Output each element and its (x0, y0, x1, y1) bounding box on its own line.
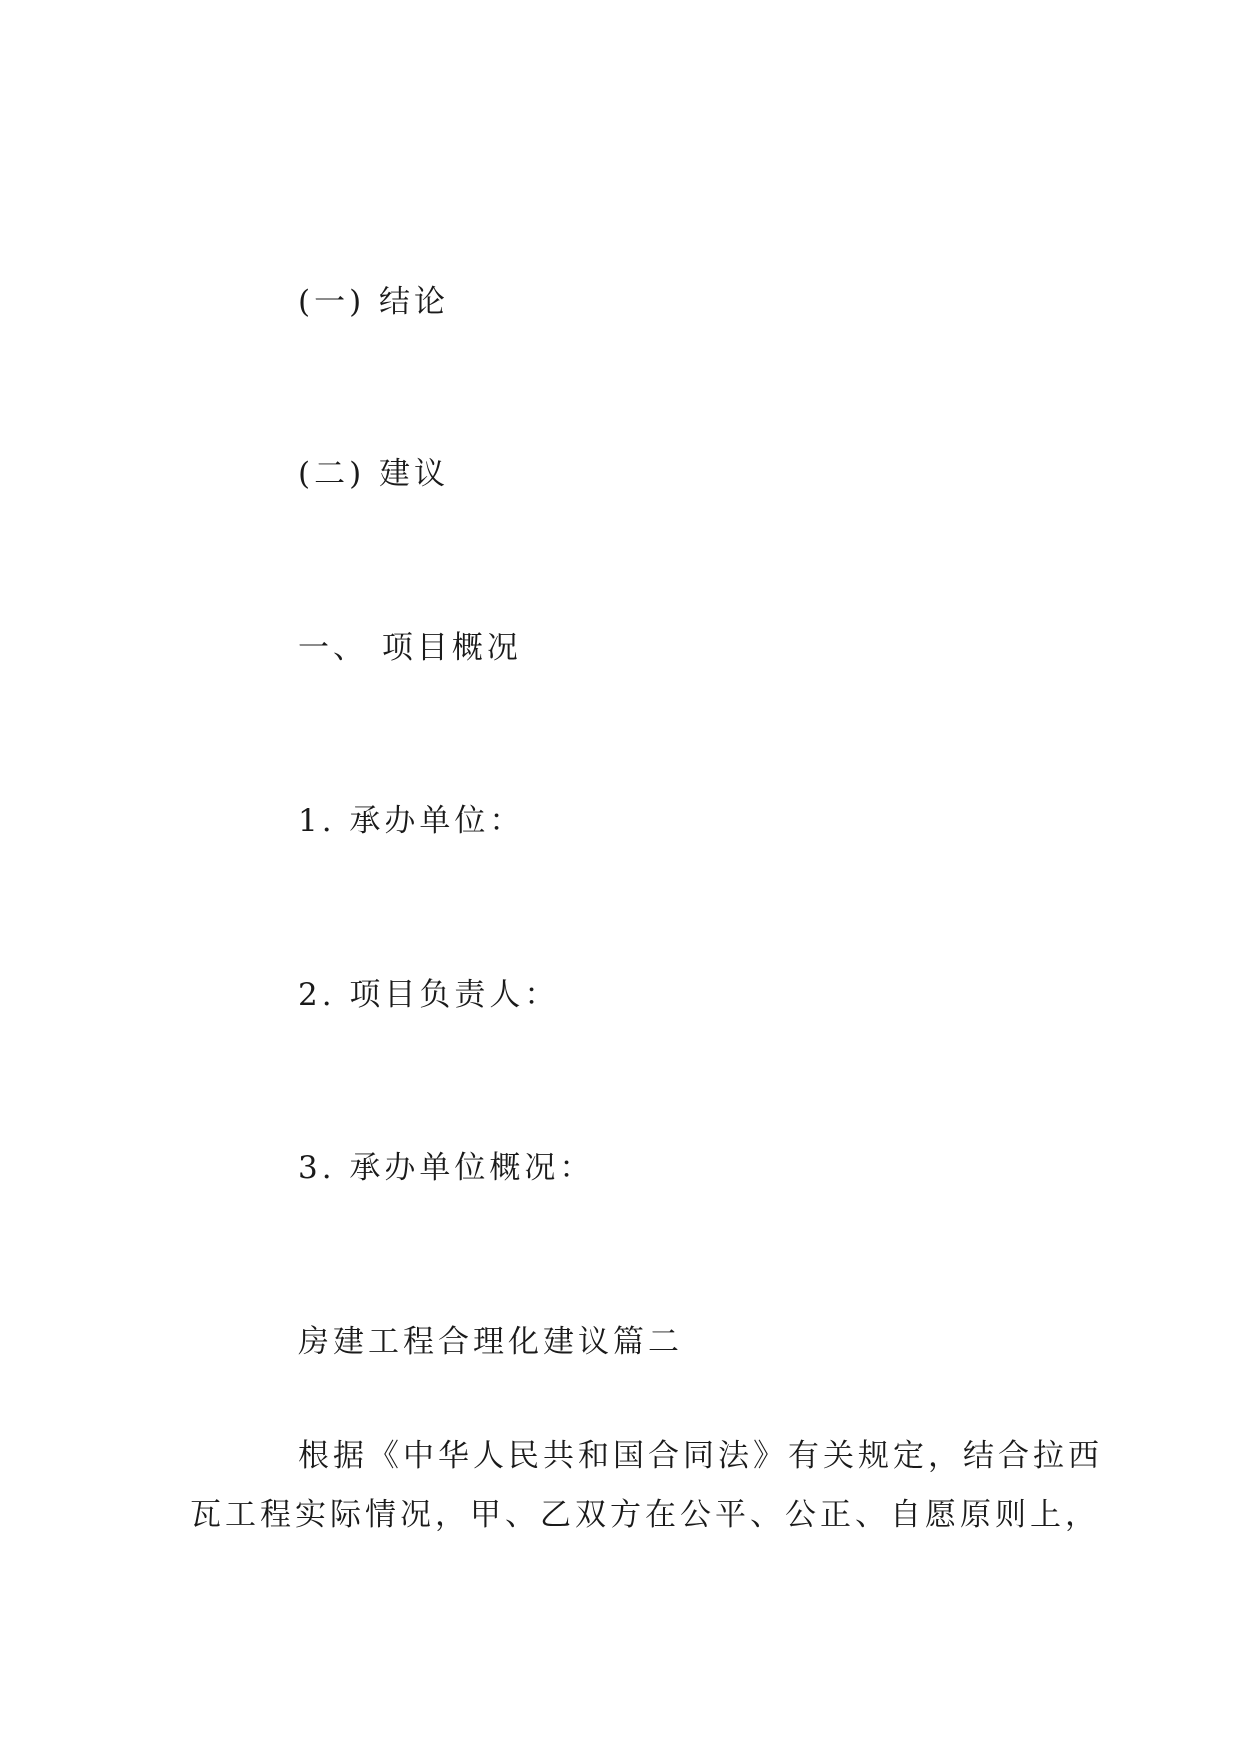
list-item-undertaking-unit: 1. 承办单位： (298, 803, 525, 839)
paragraph-line-1: 根据《中华人民共和国合同法》有关规定，结合拉西 (298, 1438, 1103, 1474)
heading-project-overview: 一、 项目概况 (298, 630, 522, 666)
section-title: 房建工程合理化建议篇二 (298, 1324, 683, 1360)
list-item-project-leader: 2. 项目负责人： (298, 977, 560, 1013)
heading-conclusion: (一) 结论 (298, 284, 450, 320)
list-item-unit-overview: 3. 承办单位概况： (298, 1150, 595, 1186)
heading-suggestion: (二) 建议 (298, 456, 450, 492)
paragraph-line-2: 瓦工程实际情况，甲、乙双方在公平、公正、自愿原则上， (190, 1497, 1100, 1533)
